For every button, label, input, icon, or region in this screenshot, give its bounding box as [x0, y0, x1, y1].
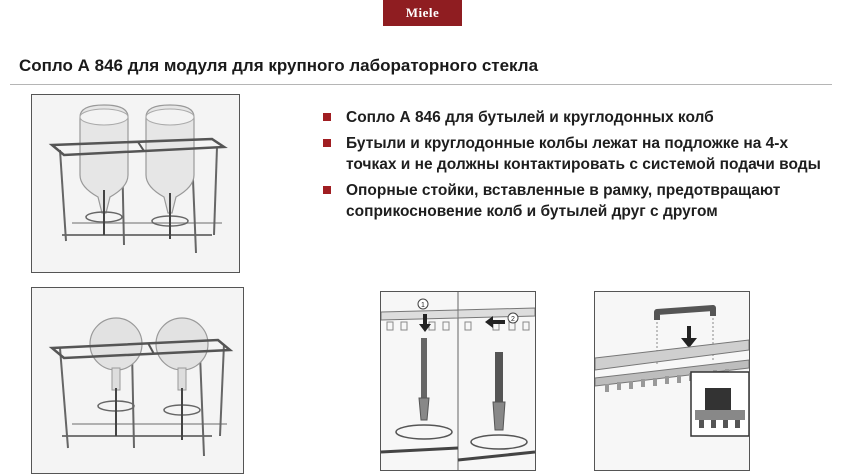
bullet-list: [322, 107, 822, 227]
bullet-item: [322, 180, 822, 222]
nozzle-steps-illustration: [381, 292, 535, 470]
bullet-square-icon: [323, 139, 331, 147]
logo-text: Miele: [405, 5, 440, 20]
flasks-rack-illustration: [32, 288, 243, 473]
bullet-text: Сопло А 846 для бутылей и круглодонных колб: [346, 109, 714, 126]
support-post-image: [594, 291, 750, 471]
support-post-illustration: [595, 292, 749, 470]
step-marker-1: 1: [421, 302, 425, 309]
bottles-rack-image: [31, 94, 240, 273]
nozzle-insertion-steps-image: [380, 291, 536, 471]
bullet-item: [322, 133, 822, 175]
miele-logo: [383, 0, 462, 26]
flasks-rack-image: [31, 287, 244, 474]
bottles-rack-illustration: [32, 95, 239, 272]
bullet-square-icon: [323, 186, 331, 194]
bullet-item: [322, 107, 822, 128]
slide-title: Сопло А 846 для модуля для крупного лабораторного стекла: [19, 56, 539, 75]
bullet-square-icon: [323, 113, 331, 121]
step-marker-2: 2: [511, 316, 515, 323]
bullet-text: Опорные стойки, вставленные в рамку, предотвращают соприкосновение колб и бутылей друг с другом: [346, 182, 781, 220]
title-divider: [10, 84, 832, 85]
bullet-text: Бутыли и круглодонные колбы лежат на подложке на 4-х точках и не должны контактировать с системой подачи воды: [346, 135, 821, 173]
